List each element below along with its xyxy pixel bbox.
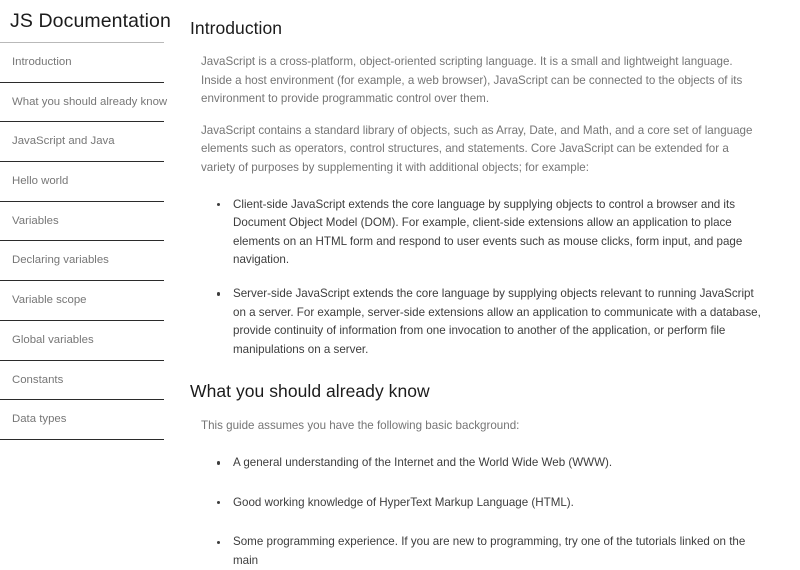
sidebar-nav-list	[0, 43, 168, 440]
sidebar-item-javascript-and-java[interactable]: JavaScript and Java	[0, 122, 164, 162]
list-item	[0, 202, 164, 242]
main-document	[190, 0, 800, 567]
sidebar-item-data-types[interactable]: Data types	[0, 400, 164, 440]
paragraph: JavaScript contains a standard library of objects, such as Array, Date, and Math, and a core set of language elements such as operators, control structures, and statements. Core JavaScript can be extended for a variety of purposes by supplementing it with additional objects; for example:	[201, 123, 753, 174]
section-title: What you should already know	[190, 381, 430, 402]
sidebar-item-variables[interactable]: Variables	[0, 202, 164, 242]
section-what-you-should-already-know	[190, 359, 800, 570]
list-item	[0, 400, 164, 440]
list-item	[0, 281, 164, 321]
sidebar-item-what-you-should-already-know[interactable]: What you should already know	[0, 83, 164, 123]
list-item	[0, 43, 164, 83]
list-item	[0, 361, 164, 401]
list-item	[0, 83, 168, 123]
list-item	[0, 122, 164, 162]
list-item	[0, 241, 164, 281]
sidebar-item-variable-scope[interactable]: Variable scope	[0, 281, 164, 321]
sidebar-item-declaring-variables[interactable]: Declaring variables	[0, 241, 164, 281]
sidebar-item-constants[interactable]: Constants	[0, 361, 164, 401]
page-title: Introduction	[190, 18, 283, 38]
bullet-list	[190, 178, 800, 360]
paragraph: This guide assumes you have the following basic background:	[201, 419, 520, 433]
list-item: Good working knowledge of HyperText Markup Language (HTML).	[233, 494, 768, 513]
sidebar-item-introduction[interactable]: Introduction	[0, 43, 164, 83]
list-item: A general understanding of the Internet and the World Wide Web (WWW).	[233, 454, 768, 473]
sidebar-item-hello-world[interactable]: Hello world	[0, 162, 164, 202]
bullet-list	[190, 436, 800, 570]
list-item: Server-side JavaScript extends the core language by supplying objects relevant to running JavaScript on a server. For example, server-side extensions allow an application to communicate with a database, provide continuity of information from one invocation to another of the application, or perform file manipulations on a server.	[233, 285, 768, 359]
sidebar-navbar	[0, 0, 171, 450]
list-item: Some programming experience. If you are new to programming, try one of the tutorials linked on the main	[233, 533, 768, 570]
list-item	[0, 321, 164, 361]
sidebar-title: JS Documentation	[10, 10, 171, 32]
section-introduction	[190, 0, 800, 359]
list-item	[0, 162, 164, 202]
list-item: Client-side JavaScript extends the core language by supplying objects to control a browser and its Document Object Model (DOM). For example, client-side extensions allow an application to place elements on an HTML form and respond to user events such as mouse clicks, form input, and page navigation.	[233, 196, 768, 270]
sidebar-item-global-variables[interactable]: Global variables	[0, 321, 164, 361]
paragraph: JavaScript is a cross-platform, object-oriented scripting language. It is a small and lightweight language. Inside a host environment (for example, a web browser), JavaScript can be connected to the objects of its environment to provide programmatic control over them.	[201, 55, 743, 106]
